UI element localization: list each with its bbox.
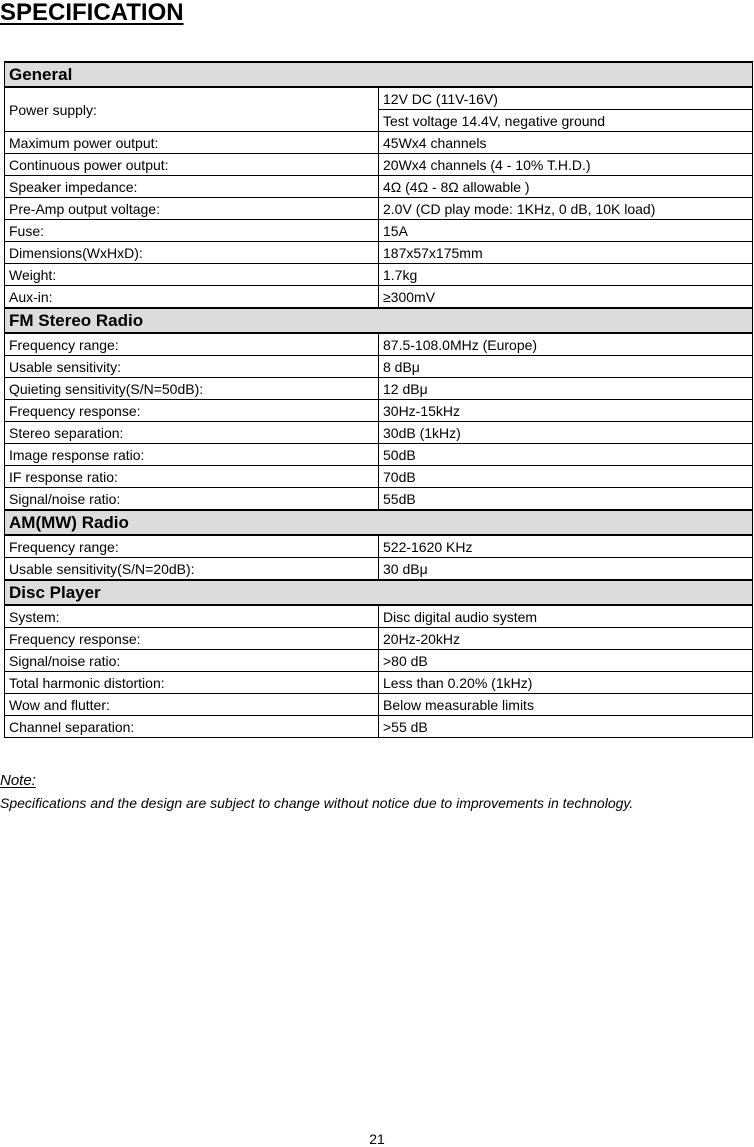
table-row (5, 716, 753, 738)
spec-value: 87.5-108.0MHz (Europe) (379, 333, 753, 356)
spec-label: Frequency response: (5, 628, 379, 650)
spec-value: Below measurable limits (379, 694, 753, 716)
table-row (5, 650, 753, 672)
page-number: 21 (369, 1131, 385, 1147)
spec-label: Frequency response: (5, 400, 379, 422)
spec-value: 187x57x175mm (379, 242, 753, 264)
spec-value: Test voltage 14.4V, negative ground (379, 110, 753, 132)
spec-label: IF response ratio: (5, 466, 379, 488)
spec-label: Signal/noise ratio: (5, 650, 379, 672)
spec-value: >55 dB (379, 716, 753, 738)
spec-value: 70dB (379, 466, 753, 488)
spec-value: Disc digital audio system (379, 605, 753, 628)
spec-label: Power supply: (5, 87, 379, 132)
section-header-fm (5, 308, 753, 333)
table-row (5, 378, 753, 400)
spec-label: Stereo separation: (5, 422, 379, 444)
spec-value: ≥300mV (379, 286, 753, 309)
table-row (5, 400, 753, 422)
spec-value: Less than 0.20% (1kHz) (379, 672, 753, 694)
spec-label: Continuous power output: (5, 154, 379, 176)
section-heading: Disc Player (5, 580, 753, 605)
spec-value: 12V DC (11V-16V) (379, 87, 753, 110)
section-heading: General (5, 62, 753, 87)
table-row (5, 558, 753, 581)
spec-value: 30 dBμ (379, 558, 753, 581)
table-row (5, 466, 753, 488)
spec-label: Aux-in: (5, 286, 379, 309)
table-row (5, 264, 753, 286)
section-header-disc (5, 580, 753, 605)
table-row (5, 628, 753, 650)
table-row (5, 154, 753, 176)
table-row (5, 176, 753, 198)
specification-table (4, 61, 753, 738)
spec-label: Dimensions(WxHxD): (5, 242, 379, 264)
table-row (5, 132, 753, 154)
spec-value: >80 dB (379, 650, 753, 672)
table-row (5, 333, 753, 356)
spec-value: 30dB (1kHz) (379, 422, 753, 444)
spec-value: 12 dBμ (379, 378, 753, 400)
table-row (5, 356, 753, 378)
spec-label: Usable sensitivity(S/N=20dB): (5, 558, 379, 581)
spec-label: Speaker impedance: (5, 176, 379, 198)
spec-value: 50dB (379, 444, 753, 466)
spec-value: 20Wx4 channels (4 - 10% T.H.D.) (379, 154, 753, 176)
page-title: SPECIFICATION (0, 0, 184, 26)
table-row (5, 672, 753, 694)
spec-label: Fuse: (5, 220, 379, 242)
spec-value: 15A (379, 220, 753, 242)
spec-label: Channel separation: (5, 716, 379, 738)
spec-value: 45Wx4 channels (379, 132, 753, 154)
table-row (5, 87, 753, 110)
spec-value: 4Ω (4Ω - 8Ω allowable ) (379, 176, 753, 198)
spec-label: Usable sensitivity: (5, 356, 379, 378)
table-row (5, 535, 753, 558)
note-text: Specifications and the design are subject to change without notice due to improvements in technology. (0, 795, 634, 811)
spec-value: 2.0V (CD play mode: 1KHz, 0 dB, 10K load) (379, 198, 753, 220)
section-header-general (5, 62, 753, 87)
spec-label: Pre-Amp output voltage: (5, 198, 379, 220)
note-label: Note: (0, 772, 36, 789)
spec-label: Quieting sensitivity(S/N=50dB): (5, 378, 379, 400)
table-row (5, 694, 753, 716)
spec-label: Total harmonic distortion: (5, 672, 379, 694)
spec-value: 8 dBμ (379, 356, 753, 378)
table-row (5, 220, 753, 242)
spec-label: Signal/noise ratio: (5, 488, 379, 511)
spec-value: 1.7kg (379, 264, 753, 286)
spec-label: Frequency range: (5, 333, 379, 356)
spec-label: System: (5, 605, 379, 628)
spec-label: Wow and flutter: (5, 694, 379, 716)
spec-label: Frequency range: (5, 535, 379, 558)
section-heading: AM(MW) Radio (5, 510, 753, 535)
table-row (5, 286, 753, 309)
table-row (5, 444, 753, 466)
spec-label: Weight: (5, 264, 379, 286)
table-row (5, 488, 753, 511)
spec-label: Maximum power output: (5, 132, 379, 154)
table-row (5, 198, 753, 220)
table-row (5, 605, 753, 628)
section-heading: FM Stereo Radio (5, 308, 753, 333)
table-row (5, 422, 753, 444)
table-row (5, 242, 753, 264)
spec-label: Image response ratio: (5, 444, 379, 466)
spec-value: 55dB (379, 488, 753, 511)
spec-value: 20Hz-20kHz (379, 628, 753, 650)
spec-value: 30Hz-15kHz (379, 400, 753, 422)
section-header-am (5, 510, 753, 535)
spec-value: 522-1620 KHz (379, 535, 753, 558)
